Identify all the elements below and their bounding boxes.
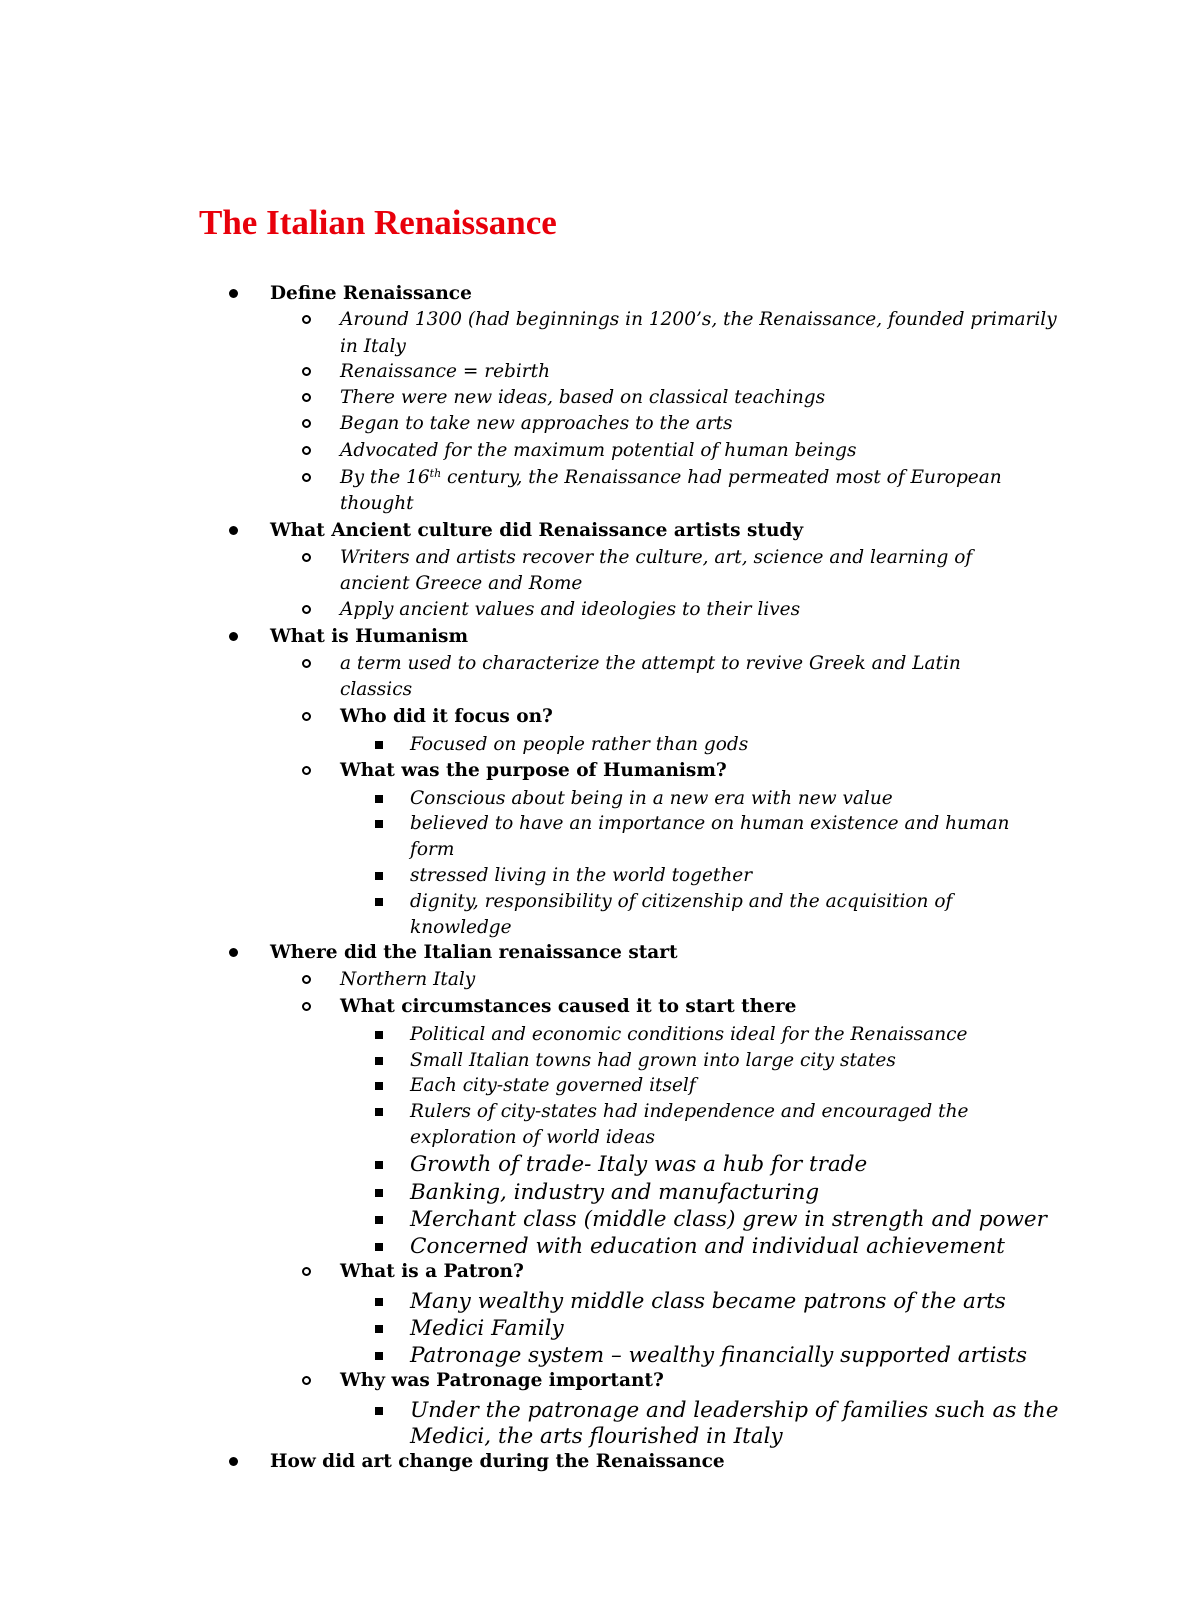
outline-heading: What is Humanism [270, 626, 469, 647]
outline-item: Began to take new approaches to the arts [340, 413, 733, 434]
outline-item: believed to have an importance on human existence and human [410, 813, 1010, 834]
bullet-square-icon [375, 1057, 383, 1065]
outline-item: Medici Family [410, 1316, 564, 1341]
outline-item-text: century, the Renaissance had permeated most of European [441, 467, 1002, 488]
bullet-circle-icon [302, 659, 311, 668]
outline-item: classics [340, 679, 413, 700]
outline-item: a term used to characterize the attempt to revive Greek and Latin [340, 653, 961, 674]
outline-subheading: What was the purpose of Humanism? [340, 760, 727, 781]
outline-item: in Italy [340, 336, 406, 357]
bullet-square-icon [375, 1189, 383, 1197]
outline-item: Patronage system – wealthy financially supported artists [410, 1343, 1028, 1368]
outline-item: Small Italian towns had grown into large city states [410, 1050, 896, 1071]
bullet-circle-icon [302, 473, 311, 482]
outline-item: knowledge [410, 917, 512, 938]
bullet-square-icon [375, 820, 383, 828]
bullet-circle-icon [302, 446, 311, 455]
bullet-circle-icon [302, 975, 311, 984]
bullet-square-icon [375, 1325, 383, 1333]
outline-item: Writers and artists recover the culture, art, science and learning of [340, 547, 973, 568]
superscript: th [429, 467, 442, 480]
outline-item: exploration of world ideas [410, 1127, 655, 1148]
outline-item: form [410, 839, 455, 860]
bullet-square-icon [375, 795, 383, 803]
outline-item: Rulers of city-states had independence and encouraged the [410, 1101, 969, 1122]
outline-item: Medici, the arts flourished in Italy [410, 1424, 783, 1449]
bullet-circle-icon [302, 766, 311, 775]
bullet-square-icon [375, 1407, 383, 1415]
bullet-circle-icon [302, 1002, 311, 1011]
bullet-square-icon [375, 741, 383, 749]
outline-heading: How did art change during the Renaissance [270, 1451, 725, 1472]
outline-item: Concerned with education and individual achievement [410, 1234, 1005, 1259]
bullet-square-icon [375, 898, 383, 906]
outline-item: dignity, responsibility of citizenship and the acquisition of [410, 891, 953, 912]
outline-heading: Define Renaissance [270, 283, 472, 304]
outline-subheading: Why was Patronage important? [340, 1370, 664, 1391]
outline-item: Political and economic conditions ideal for the Renaissance [410, 1024, 968, 1045]
bullet-square-icon [375, 1082, 383, 1090]
outline-item: Focused on people rather than gods [410, 734, 749, 755]
outline-item: thought [340, 493, 414, 514]
outline-heading: Where did the Italian renaissance start [270, 942, 678, 963]
outline-item: stressed living in the world together [410, 865, 753, 886]
bullet-circle-icon [302, 1267, 311, 1276]
bullet-circle-icon [302, 419, 311, 428]
bullet-square-icon [375, 1031, 383, 1039]
bullet-square-icon [375, 1216, 383, 1224]
bullet-disc-icon [229, 526, 238, 535]
bullet-square-icon [375, 1108, 383, 1116]
bullet-square-icon [375, 1298, 383, 1306]
bullet-square-icon [375, 1352, 383, 1360]
outline-item: Merchant class (middle class) grew in strength and power [410, 1207, 1047, 1232]
outline-item: Many wealthy middle class became patrons of the arts [410, 1289, 1006, 1314]
outline-item: There were new ideas, based on classical teachings [340, 387, 826, 408]
bullet-circle-icon [302, 315, 311, 324]
outline-item: Banking, industry and manufacturing [410, 1180, 820, 1205]
outline-subheading: What is a Patron? [340, 1261, 524, 1282]
bullet-square-icon [375, 1243, 383, 1251]
bullet-circle-icon [302, 605, 311, 614]
page-title: The Italian Renaissance [199, 203, 557, 242]
outline-item: Around 1300 (had beginnings in 1200’s, the Renaissance, founded primarily [340, 309, 1057, 330]
bullet-circle-icon [302, 712, 311, 721]
outline-item: Conscious about being in a new era with new value [410, 788, 893, 809]
bullet-circle-icon [302, 553, 311, 562]
outline-item: ancient Greece and Rome [340, 573, 583, 594]
bullet-disc-icon [229, 289, 238, 298]
outline-item-text: By the 16 [340, 467, 430, 488]
bullet-disc-icon [229, 632, 238, 641]
bullet-square-icon [375, 872, 383, 880]
outline-item [340, 465, 1002, 491]
outline-item: Each city-state governed itself [410, 1075, 696, 1096]
bullet-circle-icon [302, 367, 311, 376]
bullet-square-icon [375, 1161, 383, 1169]
outline-subheading: Who did it focus on? [340, 706, 553, 727]
outline-item: Advocated for the maximum potential of human beings [340, 440, 857, 461]
outline-item: Apply ancient values and ideologies to their lives [340, 599, 801, 620]
outline-subheading: What circumstances caused it to start there [340, 996, 797, 1017]
outline-item: Renaissance = rebirth [340, 361, 550, 382]
bullet-circle-icon [302, 1376, 311, 1385]
outline-heading: What Ancient culture did Renaissance artists study [270, 520, 804, 541]
outline-item: Under the patronage and leadership of families such as the [410, 1398, 1059, 1423]
bullet-disc-icon [229, 948, 238, 957]
outline-item: Growth of trade- Italy was a hub for trade [410, 1152, 868, 1177]
bullet-disc-icon [229, 1457, 238, 1466]
bullet-circle-icon [302, 393, 311, 402]
outline-item: Northern Italy [340, 969, 476, 990]
